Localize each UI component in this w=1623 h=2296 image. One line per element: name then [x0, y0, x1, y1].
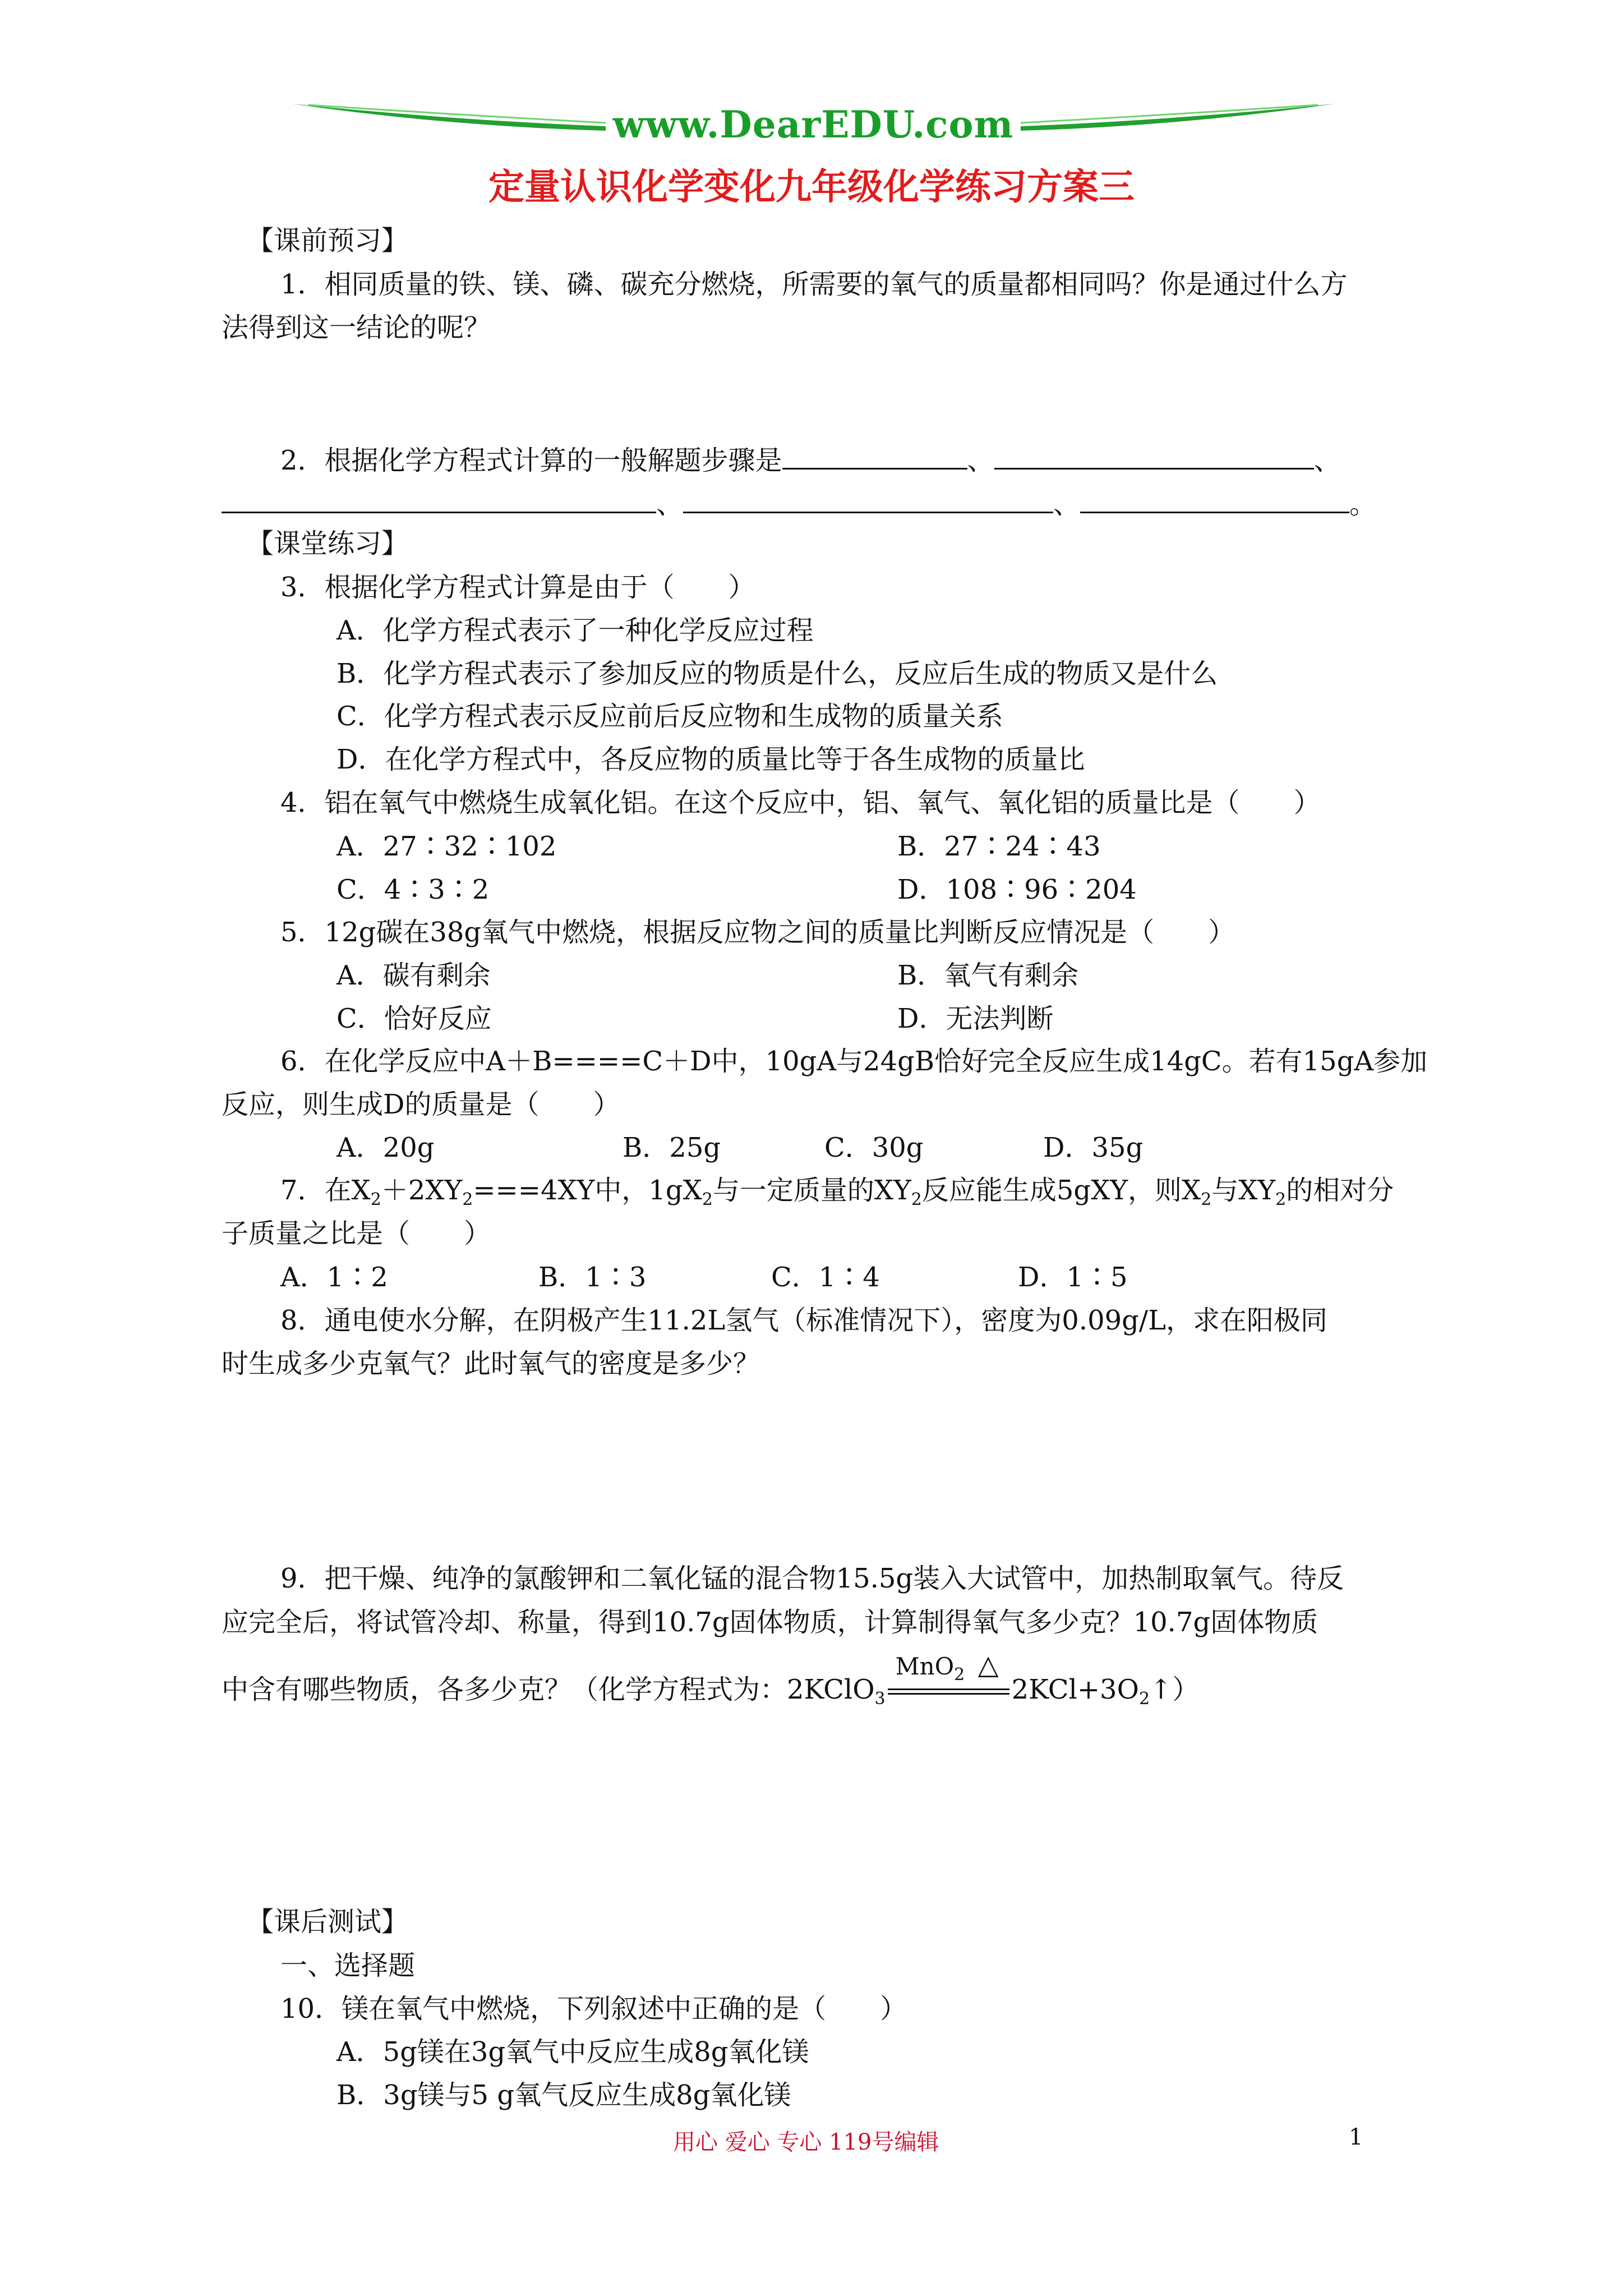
q2-end: 。: [1349, 489, 1377, 520]
q5-option-d: D．无法判断: [897, 1003, 1054, 1034]
q2-line2: [222, 487, 1376, 518]
q2-blank-3[interactable]: [222, 487, 656, 513]
q4-stem: 4．铝在氧气中燃烧生成氧化铝。在这个反应中，铝、氧气、氧化铝的质量比是（ ）: [280, 787, 1321, 818]
q2-line1: [280, 443, 1341, 474]
q6-option-d: D．35g: [1043, 1132, 1144, 1163]
subscript: 2: [702, 1190, 713, 1209]
subscript: 2: [370, 1190, 381, 1209]
q5-stem: 5．12g碳在38g氧气中燃烧，根据反应物之间的质量比判断反应情况是（ ）: [280, 917, 1235, 948]
equation-line-top: [888, 1688, 1009, 1690]
q9-line2: 应完全后，将试管冷却、称量，得到10.7g固体物质，计算制得氧气多少克？10.7g固体物质: [222, 1607, 1318, 1638]
q7-part: ===4XY中，1gX: [473, 1175, 702, 1206]
section-pre-heading: 【课前预习】: [247, 225, 409, 256]
q7-option-b: B．1∶3: [538, 1262, 647, 1293]
q2-blank-5[interactable]: [1080, 487, 1349, 513]
q4-option-b: B．27∶24∶43: [897, 831, 1101, 862]
q2-blank-1[interactable]: [782, 443, 967, 470]
q3-option-d: D．在化学方程式中，各反应物的质量比等于各生成物的质量比: [336, 744, 1085, 775]
catalyst-text: MnO: [895, 1653, 955, 1680]
q10-stem: 10．镁在氧气中燃烧，下列叙述中正确的是（ ）: [280, 1993, 907, 2024]
q2-sep: 、: [1313, 445, 1341, 476]
q9-line1: 9．把干燥、纯净的氯酸钾和二氧化锰的混合物15.5g装入大试管中，加热制取氧气。待反: [280, 1563, 1344, 1594]
section-post-subheading: 一、选择题: [280, 1950, 416, 1981]
gas-arrow-icon: ↑）: [1150, 1674, 1200, 1705]
subscript: 3: [874, 1689, 886, 1709]
q6-line2: 反应，则生成D的质量是（ ）: [222, 1089, 620, 1120]
q2-sep: 、: [656, 489, 684, 520]
q7-line2: 子质量之比是（ ）: [222, 1218, 491, 1249]
q2-sep: 、: [967, 445, 994, 476]
q8-line1: 8．通电使水分解，在阴极产生11.2L氢气（标准情况下），密度为0.09g/L，求在阳极同: [280, 1305, 1327, 1336]
q10-option-b: B．3g镁与5 g氧气反应生成8g氧化镁: [336, 2079, 791, 2111]
q10-option-a: A．5g镁在3g氧气中反应生成8g氧化镁: [336, 2036, 809, 2068]
q9-equation-products: 2KCl+3O: [1011, 1674, 1139, 1705]
subscript: 2: [954, 1665, 965, 1685]
q1-line1: 1．相同质量的铁、镁、磷、碳充分燃烧，所需要的氧气的质量都相同吗？你是通过什么方: [280, 269, 1348, 300]
q6-option-b: B．25g: [623, 1132, 721, 1163]
subscript: 2: [1201, 1190, 1212, 1209]
q7-option-d: D．1∶5: [1018, 1262, 1128, 1293]
q5-option-a: A．碳有剩余: [336, 960, 491, 991]
reaction-condition: [886, 1649, 1012, 1699]
q6-option-a: A．20g: [336, 1132, 435, 1163]
subscript: 2: [1138, 1689, 1150, 1709]
q2-blank-2[interactable]: [994, 443, 1314, 470]
q9-line3: [222, 1649, 1200, 1709]
section-class-heading: 【课堂练习】: [247, 528, 409, 559]
q9-equation-reactant: 中含有哪些物质，各多少克？（化学方程式为：2KClO: [222, 1674, 875, 1705]
q4-option-c: C．4∶3∶2: [336, 874, 490, 905]
q7-line1: [280, 1175, 1394, 1209]
q6-line1: 6．在化学反应中A＋B====C＋D中，10gA与24gB恰好完全反应生成14gC。若有15gA参加: [280, 1046, 1428, 1077]
subscript: 2: [1275, 1190, 1287, 1209]
q7-part: 的相对分: [1286, 1175, 1394, 1206]
subscript: 2: [911, 1190, 922, 1209]
q2-blank-4[interactable]: [683, 487, 1053, 513]
q2-sep: 、: [1053, 489, 1081, 520]
q1-line2: 法得到这一结论的呢？: [222, 312, 491, 343]
site-url: www.DearEDU.com: [612, 103, 1014, 146]
subscript: 2: [462, 1190, 473, 1209]
q3-option-b: B．化学方程式表示了参加反应的物质是什么，反应后生成的物质又是什么: [336, 658, 1218, 689]
q8-line2: 时生成多少克氧气？此时氧气的密度是多少？: [222, 1348, 760, 1379]
q7-part: 反应能生成5gXY，则X: [921, 1175, 1201, 1206]
q4-option-a: A．27∶32∶102: [336, 831, 557, 862]
catalyst-label: [895, 1653, 965, 1685]
q7-option-a: A．1∶2: [280, 1262, 388, 1293]
q3-option-c: C．化学方程式表示反应前后反应物和生成物的质量关系: [336, 701, 1003, 732]
q5-option-b: B．氧气有剩余: [897, 960, 1079, 991]
q6-option-c: C．30g: [824, 1132, 924, 1163]
footer-text: 用心 爱心 专心 119号编辑: [673, 2129, 939, 2155]
q7-part: 7．在X: [280, 1175, 371, 1206]
q7-part: 与一定质量的XY: [712, 1175, 911, 1206]
heat-icon: △: [978, 1649, 999, 1681]
q7-part: ＋2XY: [381, 1175, 463, 1206]
q7-part: 与XY: [1211, 1175, 1276, 1206]
q3-stem: 3．根据化学方程式计算是由于（ ）: [280, 572, 755, 603]
q7-option-c: C．1∶4: [771, 1262, 880, 1293]
q2-text: 2．根据化学方程式计算的一般解题步骤是: [280, 445, 782, 476]
page-number: 1: [1349, 2124, 1363, 2150]
page-title: 定量认识化学变化九年级化学练习方案三: [488, 167, 1135, 208]
q4-option-d: D．108∶96∶204: [897, 874, 1137, 905]
site-logo: [292, 98, 1335, 149]
q5-option-c: C．恰好反应: [336, 1003, 492, 1034]
q3-option-a: A．化学方程式表示了一种化学反应过程: [336, 615, 814, 646]
section-post-heading: 【课后测试】: [247, 1906, 409, 1938]
equation-line-bottom: [888, 1693, 1009, 1695]
